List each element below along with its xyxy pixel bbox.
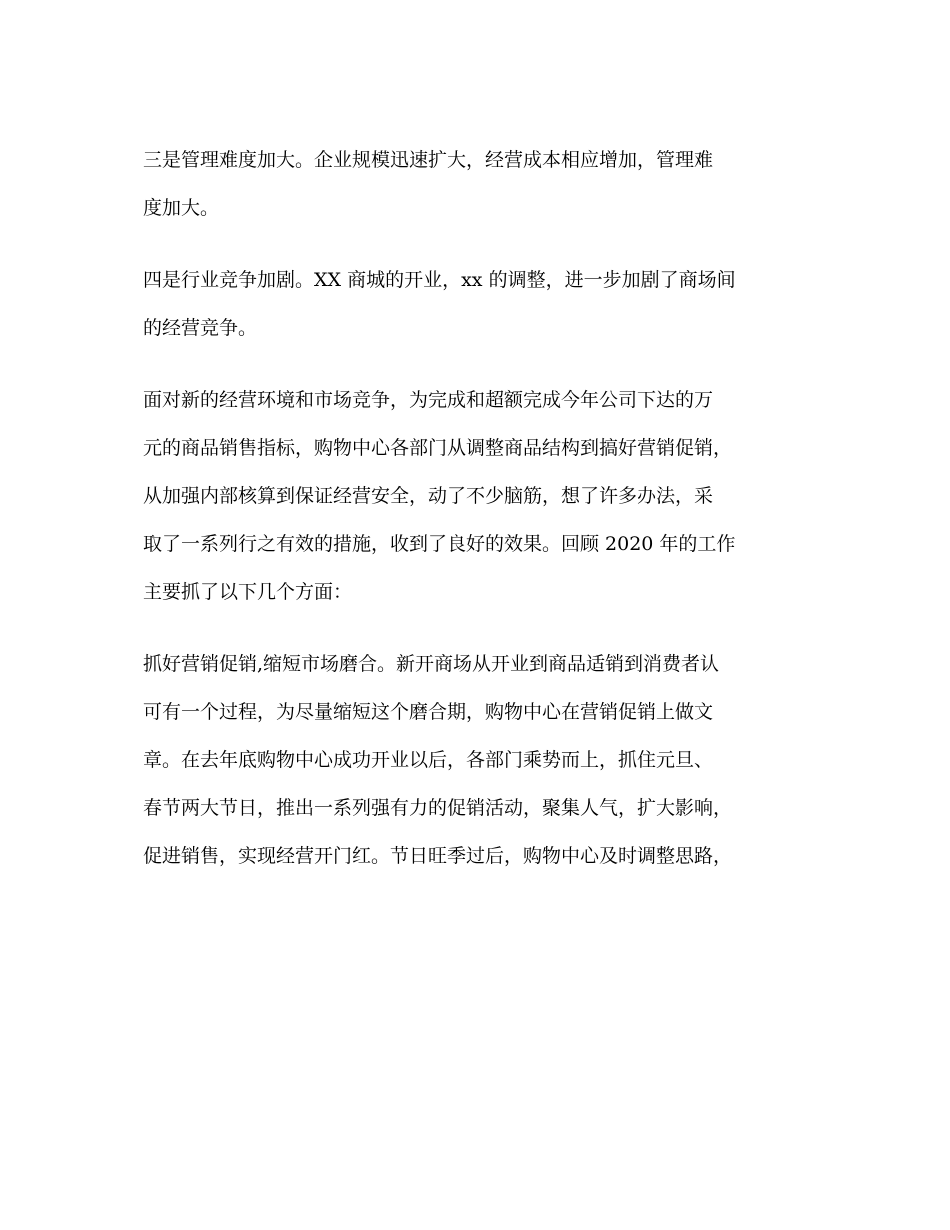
paragraph-industry-competition bbox=[143, 256, 808, 352]
paragraph-management-difficulty bbox=[143, 136, 808, 232]
text-line: 度加大。 bbox=[143, 197, 220, 219]
text-line: 抓好营销促销,缩短市场磨合。新开商场从开业到商品适销到消费者认 bbox=[143, 653, 720, 675]
text-line: 四是行业竞争加剧。XX 商城的开业，xx 的调整，进一步加剧了商场间 bbox=[143, 269, 736, 291]
text-line: 元的商品销售指标，购物中心各部门从调整商品结构到搞好营销促销， bbox=[143, 437, 733, 459]
text-line: 主要抓了以下几个方面： bbox=[143, 581, 353, 603]
text-line: 可有一个过程，为尽量缩短这个磨合期，购物中心在营销促销上做文 bbox=[143, 701, 714, 723]
text-line: 春节两大节日，推出一系列强有力的促销活动，聚集人气，扩大影响， bbox=[143, 797, 733, 819]
document-body bbox=[143, 136, 808, 880]
text-line: 促进销售，实现经营开门红。节日旺季过后，购物中心及时调整思路， bbox=[143, 845, 733, 867]
text-line: 三是管理难度加大。企业规模迅速扩大，经营成本相应增加，管理难 bbox=[143, 149, 714, 171]
text-line: 的经营竞争。 bbox=[143, 317, 258, 339]
paragraph-marketing-promotion bbox=[143, 640, 808, 880]
paragraph-facing-new-environment bbox=[143, 376, 808, 616]
text-line: 从加强内部核算到保证经营安全，动了不少脑筋，想了许多办法，采 bbox=[143, 485, 714, 507]
text-line: 面对新的经营环境和市场竞争，为完成和超额完成今年公司下达的万 bbox=[143, 389, 714, 411]
text-line: 章。在去年底购物中心成功开业以后，各部门乘势而上，抓住元旦、 bbox=[143, 749, 714, 771]
text-line: 取了一系列行之有效的措施，收到了良好的效果。回顾 2020 年的工作 bbox=[143, 533, 736, 555]
